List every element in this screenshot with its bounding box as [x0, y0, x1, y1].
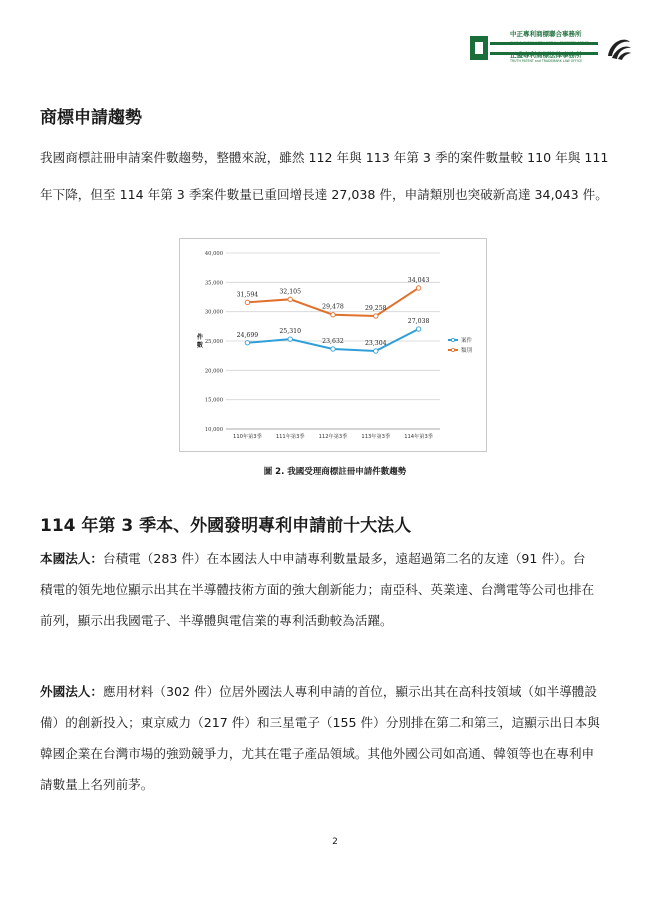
paragraph-line: 台積電（283 件）在本國法人中申請專利數量最多，遠超過第二名的友達（91 件）。台: [102, 551, 586, 566]
data-label: 23,304: [364, 339, 387, 347]
y-tick-label: 30,000: [204, 309, 223, 316]
section-title-top-applicants: 114 年第 3 季本、外國發明專利申請前十大法人: [40, 516, 412, 536]
y-tick-label: 20,000: [204, 368, 223, 375]
trademark-chart: [179, 238, 487, 452]
data-label: 24,699: [236, 331, 259, 339]
data-label: 29,258: [364, 305, 387, 313]
paragraph-line: 前列，顯示出我國電子、半導體與電信業的專利活動較為活躍。: [40, 613, 393, 628]
paragraph-line: 韓國企業在台灣市場的強勁競爭力，尤其在電子產品領域。其他外國公司如高通、韓領等也在專利申: [40, 746, 595, 761]
data-label: 31,594: [236, 291, 259, 299]
legend-label: 案件: [461, 338, 473, 344]
firm-name-2: 正盛專利商標法律事務所: [510, 51, 582, 59]
firm-name-1-en: CHUNG CHENG INTELLECTUAL PROPERTY OFFICE: [510, 41, 589, 45]
data-point: [416, 327, 420, 331]
data-point: [331, 313, 335, 317]
data-point: [288, 337, 292, 341]
paragraph-line: 我國商標註冊申請案件數趨勢，整體來說，雖然 112 年與 113 年第 3 季的案件數量較 110 年與 111: [40, 150, 609, 165]
domestic-applicants-paragraph: [40, 549, 632, 631]
y-tick-label: 25,000: [204, 339, 223, 345]
x-tick-label: 113年第3季: [361, 434, 391, 440]
data-label: 32,105: [279, 288, 302, 296]
y-tick-label: 35,000: [204, 280, 223, 287]
y-tick-label: 15,000: [204, 397, 223, 404]
legend-marker: [451, 348, 454, 351]
trademark-line-chart: [180, 239, 486, 451]
legend-label: 類別: [461, 348, 473, 354]
logo-mark-icon: [470, 36, 488, 60]
x-tick-label: 112年第3季: [318, 434, 348, 440]
x-tick-label: 114年第3季: [404, 434, 433, 440]
paragraph-line: 請數量上名列前茅。: [40, 777, 154, 792]
data-point: [374, 349, 378, 353]
paragraph-line: 備）的創新投入；東京威力（217 件）和三星電子（155 件）分別排在第二和第三，這顯示出日本與: [40, 715, 600, 730]
page-number: 2: [332, 837, 338, 847]
firm-logo: [470, 32, 632, 64]
data-label: 34,043: [407, 276, 430, 284]
data-label: 25,310: [279, 328, 302, 336]
paragraph-line: 積電的領先地位顯示出其在半導體技術方面的強大創新能力；南亞科、英業達、台灣電等公司也排在: [40, 582, 595, 597]
y-tick-label: 40,000: [204, 251, 223, 257]
y-tick-label: 10,000: [204, 427, 223, 433]
data-point: [245, 341, 249, 345]
firm-name-1: 中正專利商標聯合事務所: [510, 30, 582, 38]
x-tick-label: 110年第3季: [233, 434, 262, 440]
logo-swirl-icon: [604, 34, 632, 62]
data-label: 27,038: [407, 318, 430, 326]
y-axis-label: 數: [196, 342, 204, 349]
data-point: [288, 297, 292, 301]
y-axis-label: 件: [196, 334, 204, 341]
foreign-applicants-paragraph: [40, 682, 632, 795]
domestic-lead: 本國法人：: [40, 551, 103, 566]
paragraph-line: 年下降，但至 114 年第 3 季案件數量已重回增長達 27,038 件，申請類別也突破新高達 34,043 件。: [40, 187, 608, 202]
data-point: [416, 286, 420, 290]
section-title-trademark-trend: 商標申請趨勢: [40, 108, 142, 128]
x-tick-label: 111年第3季: [275, 434, 305, 440]
data-point: [374, 314, 378, 318]
data-point: [331, 347, 335, 351]
figure-caption: 圖 2. 我國受理商標註冊申請件數趨勢: [263, 467, 407, 477]
foreign-lead: 外國法人：: [40, 684, 103, 699]
data-label: 23,632: [322, 338, 344, 346]
firm-name-2-en: TRUTH PATENT and TRADEMARK LAW OFFICE: [510, 59, 583, 63]
legend-marker: [451, 338, 454, 341]
data-label: 29,478: [322, 303, 344, 311]
trademark-trend-paragraph: [40, 148, 632, 205]
paragraph-line: 應用材料（302 件）位居外國法人專利申請的首位，顯示出其在高科技領域（如半導體設: [102, 684, 597, 699]
data-point: [245, 300, 249, 304]
